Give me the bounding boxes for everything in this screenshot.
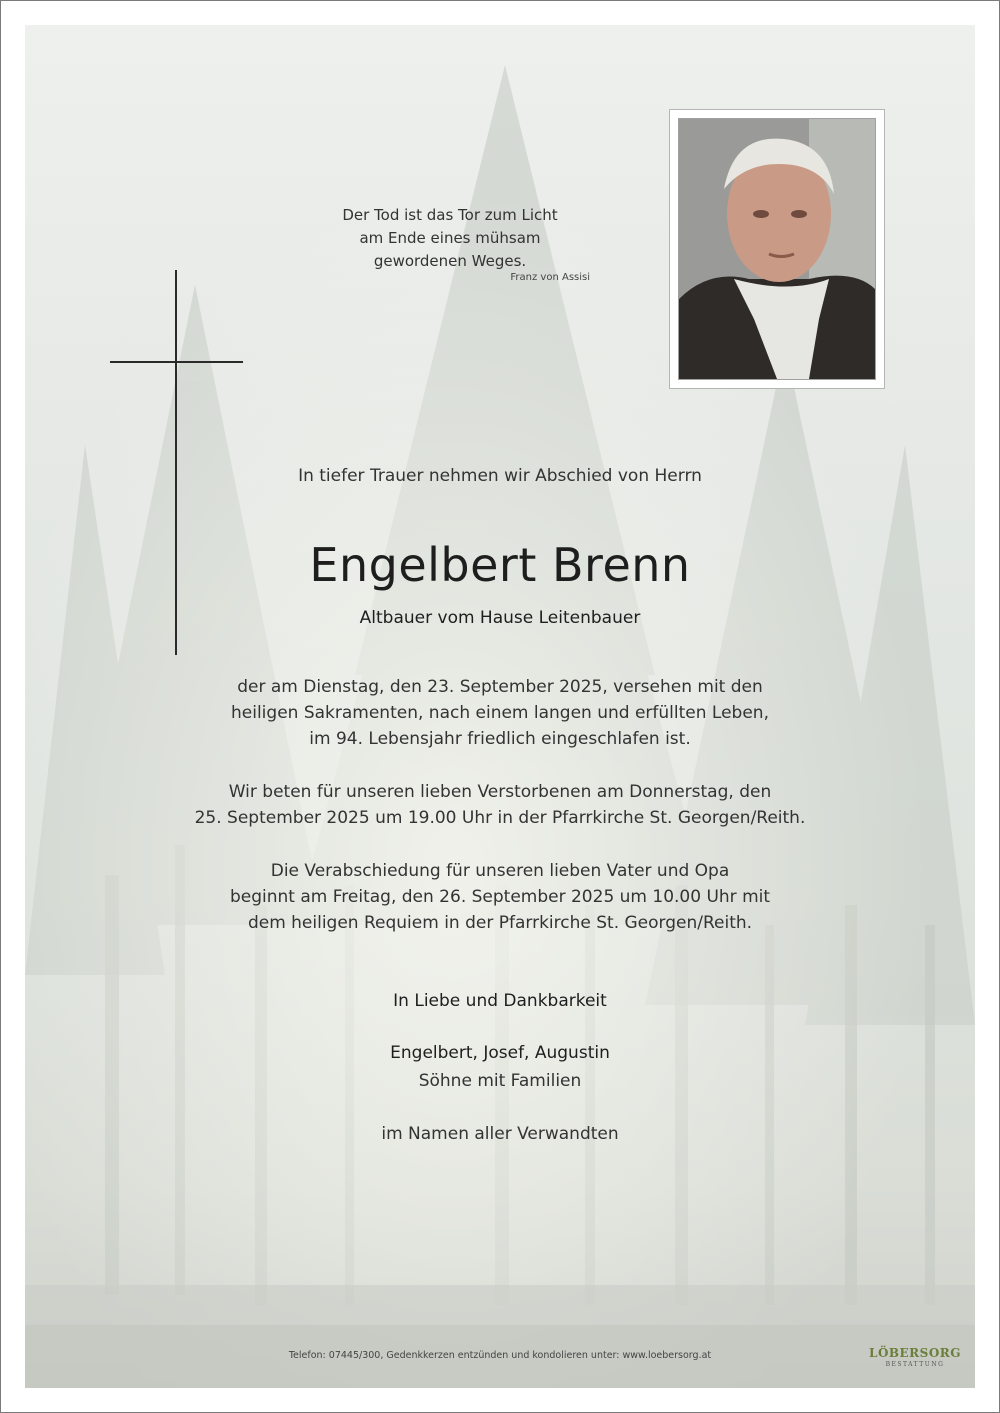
portrait-photo — [678, 118, 876, 380]
funeral-home-logo — [860, 1346, 970, 1368]
mourner-relation: Söhne mit Familien — [418, 1071, 582, 1091]
quote-line: Der Tod ist das Tor zum Licht — [342, 206, 558, 224]
dedication: In Liebe und Dankbarkeit — [393, 991, 607, 1011]
text-line: der am Dienstag, den 23. September 2025, versehen mit den — [237, 677, 763, 697]
text-line: Wir beten für unseren lieben Verstorbenen am Donnerstag, den — [228, 782, 772, 802]
logo-subtitle: BESTATTUNG — [885, 1361, 945, 1368]
deceased-title: Altbauer vom Hause Leitenbauer — [359, 608, 641, 628]
text-line: 25. September 2025 um 19.00 Uhr in der Pfarrkirche St. Georgen/Reith. — [194, 808, 806, 828]
prayer-info — [0, 779, 1000, 831]
cross-icon-bar — [110, 361, 243, 363]
footer-contact: Telefon: 07445/300, Gedenkkerzen entzünden und kondolieren unter: www.loebersorg.at — [288, 1350, 712, 1361]
text-line: dem heiligen Requiem in der Pfarrkirche St. Georgen/Reith. — [247, 913, 753, 933]
quote-line: gewordenen Weges. — [373, 252, 527, 270]
farewell-info — [0, 858, 1000, 936]
intro-text: In tiefer Trauer nehmen wir Abschied von Herrn — [298, 466, 702, 486]
cross-icon — [175, 270, 177, 655]
quote — [300, 204, 600, 273]
relatives-note: im Namen aller Verwandten — [381, 1124, 619, 1144]
text-line: beginnt am Freitag, den 26. September 2025 um 10.00 Uhr mit — [229, 887, 771, 907]
logo-name: LÖBERSORG — [869, 1346, 961, 1360]
mourner-names: Engelbert, Josef, Augustin — [390, 1043, 610, 1063]
quote-line: am Ende eines mühsam — [359, 229, 541, 247]
death-announcement — [0, 674, 1000, 752]
text-line: heiligen Sakramenten, nach einem langen und erfüllten Leben, — [231, 703, 769, 723]
quote-author: Franz von Assisi — [510, 272, 590, 283]
text-line: im 94. Lebensjahr friedlich eingeschlafen ist. — [309, 729, 691, 749]
portrait-frame — [669, 109, 885, 389]
text-line: Die Verabschiedung für unseren lieben Vater und Opa — [270, 861, 730, 881]
deceased-name: Engelbert Brenn — [309, 538, 691, 592]
